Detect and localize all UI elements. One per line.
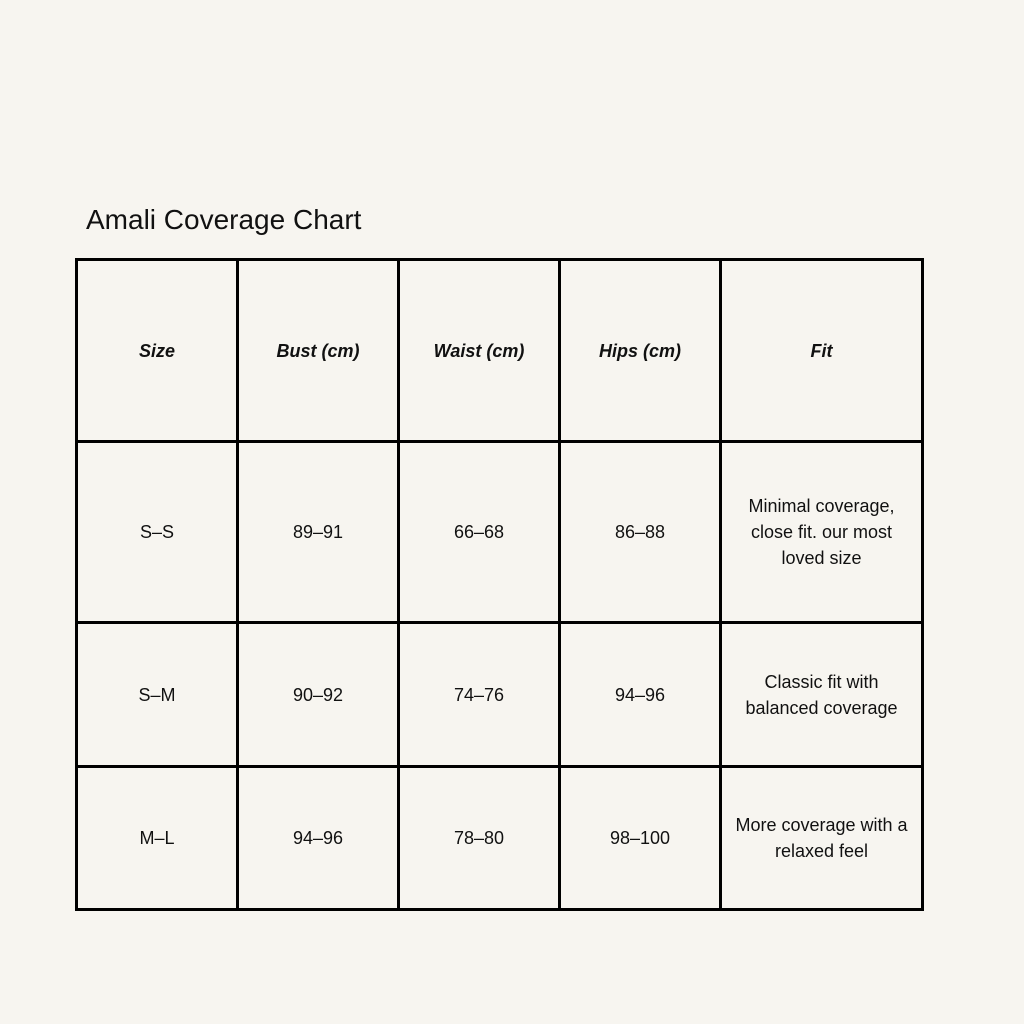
table-row (77, 623, 923, 767)
size-cell: M–L (77, 767, 238, 910)
size-cell: S–M (77, 623, 238, 767)
bust-cell: 89–91 (238, 442, 399, 623)
table-header-row (77, 260, 923, 442)
hips-cell: 94–96 (560, 623, 721, 767)
column-header-fit: Fit (721, 260, 923, 442)
column-header-hips: Hips (cm) (560, 260, 721, 442)
size-chart-table (75, 258, 924, 911)
table-row (77, 442, 923, 623)
column-header-size: Size (77, 260, 238, 442)
column-header-bust: Bust (cm) (238, 260, 399, 442)
column-header-waist: Waist (cm) (399, 260, 560, 442)
bust-cell: 94–96 (238, 767, 399, 910)
hips-cell: 98–100 (560, 767, 721, 910)
table-row (77, 767, 923, 910)
fit-cell: Minimal coverage, close fit. our most loved size (721, 442, 923, 623)
waist-cell: 66–68 (399, 442, 560, 623)
hips-cell: 86–88 (560, 442, 721, 623)
waist-cell: 74–76 (399, 623, 560, 767)
bust-cell: 90–92 (238, 623, 399, 767)
fit-cell: More coverage with a relaxed feel (721, 767, 923, 910)
fit-cell: Classic fit with balanced coverage (721, 623, 923, 767)
page-title: Amali Coverage Chart (86, 204, 362, 235)
size-cell: S–S (77, 442, 238, 623)
waist-cell: 78–80 (399, 767, 560, 910)
